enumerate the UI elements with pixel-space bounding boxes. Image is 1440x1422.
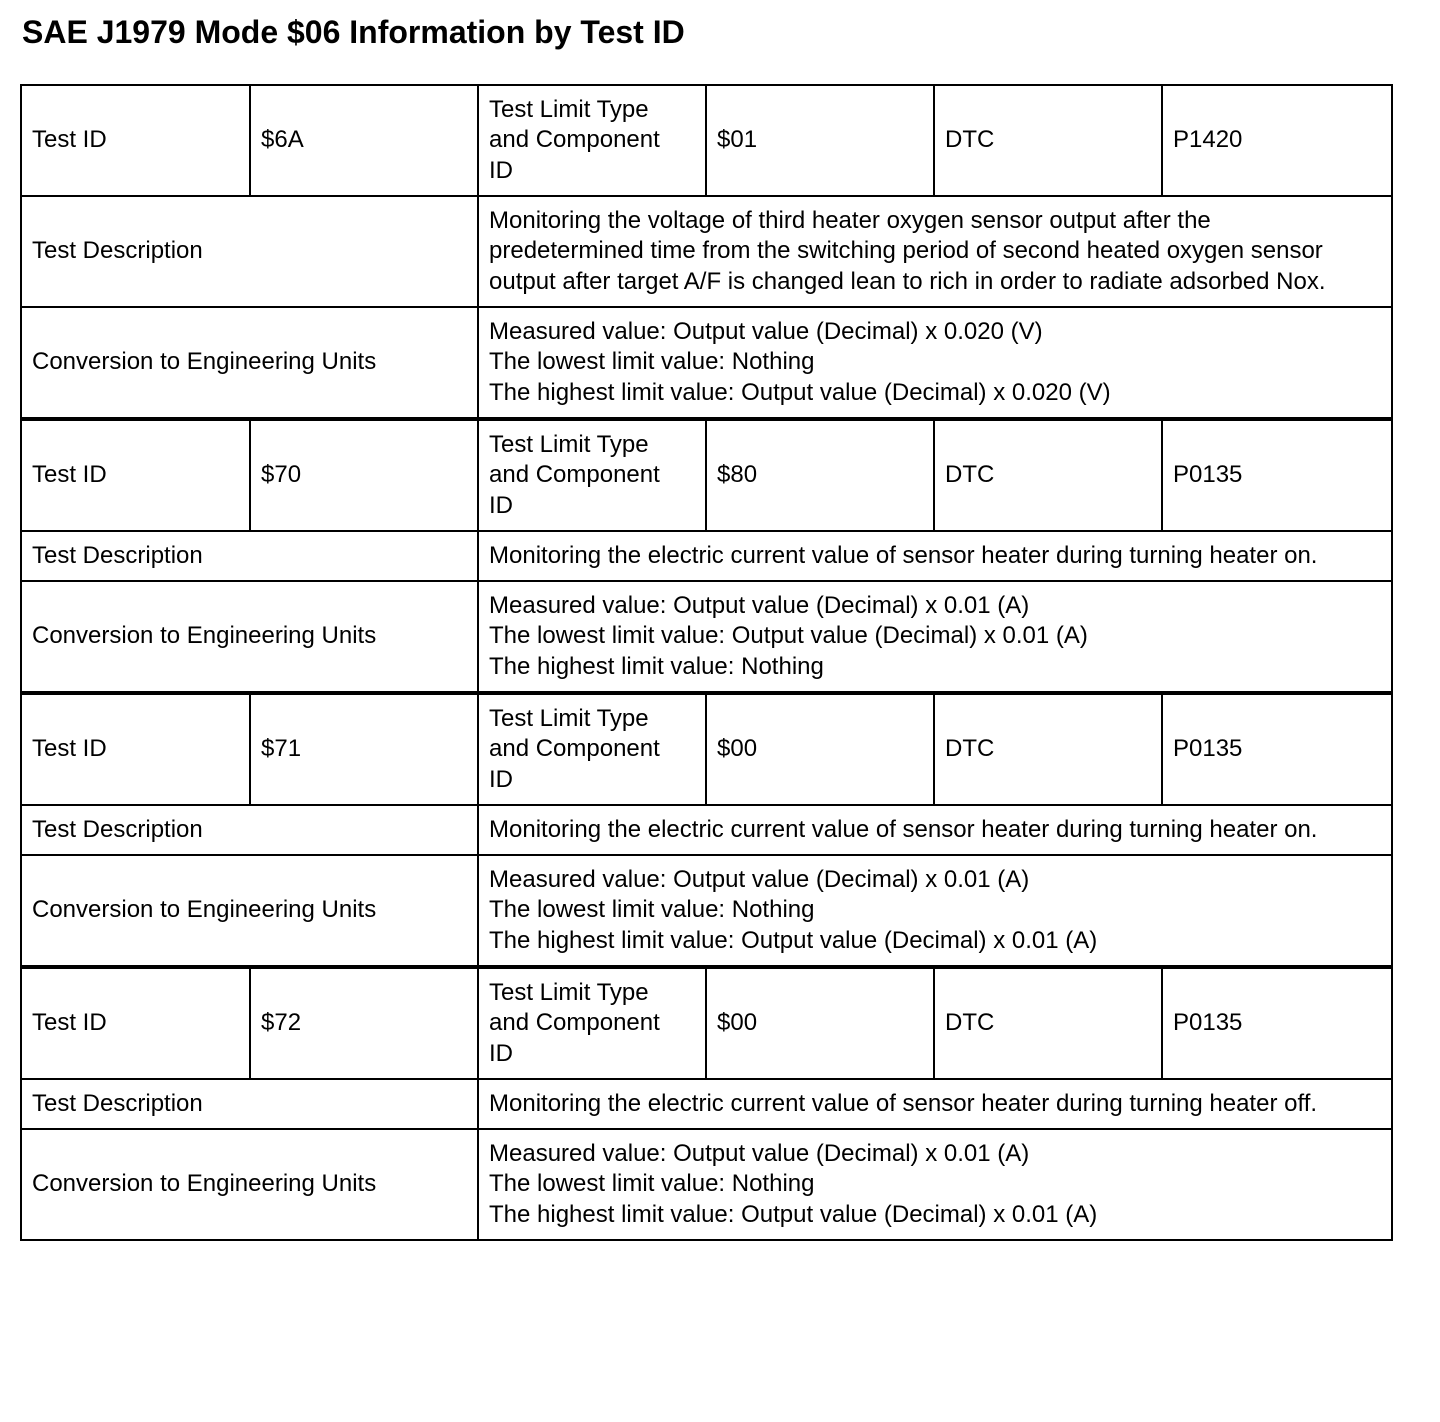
conversion-label: Conversion to Engineering Units: [21, 307, 478, 418]
test-id-value: $6A: [250, 85, 478, 196]
conversion-label: Conversion to Engineering Units: [21, 581, 478, 692]
dtc-label: DTC: [934, 420, 1162, 531]
conversion-row: [21, 1129, 1392, 1240]
dtc-label: DTC: [934, 85, 1162, 196]
test-table: [20, 419, 1393, 693]
test-description-row: [21, 1079, 1392, 1129]
conversion-label: Conversion to Engineering Units: [21, 1129, 478, 1240]
test-id-row: [21, 420, 1392, 531]
component-id-value: $00: [706, 968, 934, 1079]
dtc-value: P0135: [1162, 420, 1392, 531]
test-id-value: $70: [250, 420, 478, 531]
component-id-value: $80: [706, 420, 934, 531]
conversion-row: [21, 581, 1392, 692]
test-description-label: Test Description: [21, 196, 478, 307]
test-tables: [20, 84, 1391, 1241]
test-description-value: Monitoring the electric current value of sensor heater during turning heater off.: [478, 1079, 1392, 1129]
test-description-label: Test Description: [21, 1079, 478, 1129]
test-description-value: Monitoring the voltage of third heater oxygen sensor output after the predetermined time from the switching period of second heated oxygen sensor output after target A/F is changed lean to rich in order to radiate adsorbed Nox.: [478, 196, 1392, 307]
test-description-row: [21, 805, 1392, 855]
conversion-value: Measured value: Output value (Decimal) x 0.01 (A) The lowest limit value: Nothing The highest limit value: Output value (Decimal) x 0.01 (A): [478, 855, 1392, 966]
test-limit-type-label: Test Limit Type and Component ID: [478, 694, 706, 805]
dtc-label: DTC: [934, 968, 1162, 1079]
test-table: [20, 84, 1393, 419]
test-limit-type-label: Test Limit Type and Component ID: [478, 420, 706, 531]
dtc-label: DTC: [934, 694, 1162, 805]
test-description-row: [21, 196, 1392, 307]
test-limit-type-label: Test Limit Type and Component ID: [478, 968, 706, 1079]
dtc-value: P0135: [1162, 694, 1392, 805]
test-description-row: [21, 531, 1392, 581]
conversion-value: Measured value: Output value (Decimal) x 0.020 (V) The lowest limit value: Nothing The highest limit value: Output value (Decimal) x 0.020 (V): [478, 307, 1392, 418]
dtc-value: P1420: [1162, 85, 1392, 196]
test-id-value: $71: [250, 694, 478, 805]
test-id-label: Test ID: [21, 85, 250, 196]
dtc-value: P0135: [1162, 968, 1392, 1079]
page-title: SAE J1979 Mode $06 Information by Test ID: [22, 14, 685, 50]
test-table: [20, 967, 1393, 1241]
conversion-value: Measured value: Output value (Decimal) x 0.01 (A) The lowest limit value: Nothing The highest limit value: Output value (Decimal) x 0.01 (A): [478, 1129, 1392, 1240]
test-id-row: [21, 968, 1392, 1079]
test-description-label: Test Description: [21, 805, 478, 855]
test-id-value: $72: [250, 968, 478, 1079]
conversion-row: [21, 307, 1392, 418]
conversion-value: Measured value: Output value (Decimal) x 0.01 (A) The lowest limit value: Output value (Decimal) x 0.01 (A) The highest limit value: Nothing: [478, 581, 1392, 692]
test-id-label: Test ID: [21, 420, 250, 531]
test-description-label: Test Description: [21, 531, 478, 581]
component-id-value: $00: [706, 694, 934, 805]
component-id-value: $01: [706, 85, 934, 196]
test-id-label: Test ID: [21, 968, 250, 1079]
test-table: [20, 693, 1393, 967]
conversion-row: [21, 855, 1392, 966]
test-description-value: Monitoring the electric current value of sensor heater during turning heater on.: [478, 805, 1392, 855]
test-id-row: [21, 694, 1392, 805]
test-limit-type-label: Test Limit Type and Component ID: [478, 85, 706, 196]
test-id-label: Test ID: [21, 694, 250, 805]
test-id-row: [21, 85, 1392, 196]
test-description-value: Monitoring the electric current value of sensor heater during turning heater on.: [478, 531, 1392, 581]
conversion-label: Conversion to Engineering Units: [21, 855, 478, 966]
